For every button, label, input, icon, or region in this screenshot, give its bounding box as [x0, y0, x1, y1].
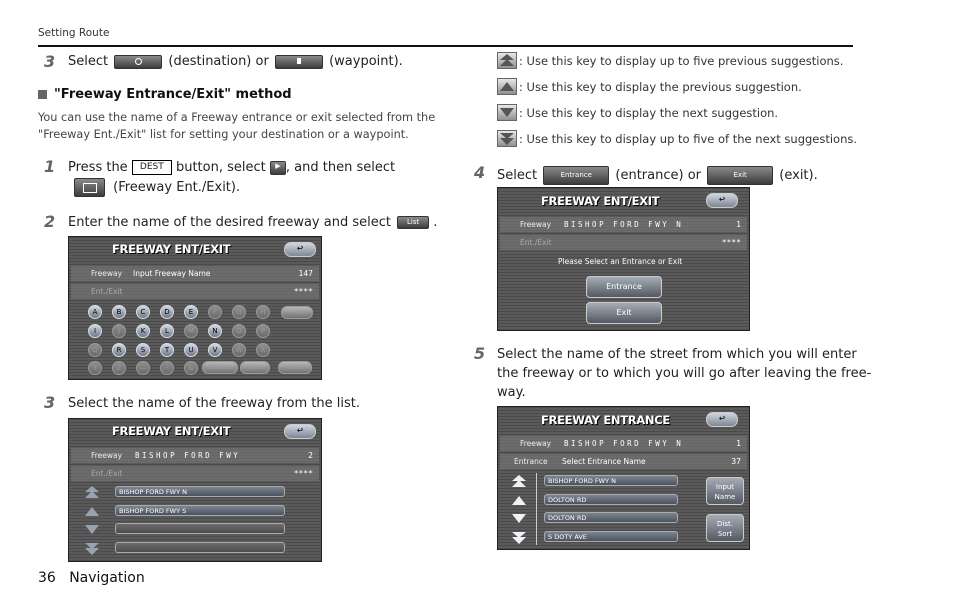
screen3-entrance-button[interactable]: Entrance — [586, 276, 662, 298]
screen3-title: FREEWAY ENT/EXIT — [541, 194, 660, 208]
step-5-line3: way. — [497, 385, 526, 400]
step-3b-text: Select the name of the freeway from the list. — [68, 396, 360, 411]
key-row4-0[interactable]: Y — [88, 361, 102, 375]
method-desc-line1: You can use the name of a Freeway entrance or exit selected from the — [38, 111, 436, 124]
dbl-up-arrow-icon[interactable] — [510, 474, 528, 489]
screen3-freeway-row: Freeway BISHOP FORD FWY N 1 — [500, 217, 747, 232]
key-g[interactable]: G — [232, 305, 246, 319]
key-backspace[interactable]: ◄ — [281, 306, 313, 319]
destination-button[interactable] — [114, 55, 162, 69]
screen1-back-button[interactable]: ↩ — [284, 242, 316, 257]
step-5-line2: the freeway or to which you will go after leaving the free- — [497, 366, 872, 381]
screen-entrance-exit — [497, 187, 750, 331]
screen4-dist-sort-button[interactable]: Dist. Sort — [706, 514, 744, 542]
step-4-text: Select Entrance (entrance) or Exit (exit). — [497, 168, 818, 183]
method-desc-line2: "Freeway Ent./Exit" list for setting your destination or a waypoint. — [38, 128, 409, 141]
screen-freeway-list — [68, 418, 322, 562]
up-key-icon — [497, 78, 517, 95]
key-r[interactable]: R — [112, 343, 126, 357]
key-t[interactable]: T — [160, 343, 174, 357]
key-q[interactable]: Q — [88, 343, 102, 357]
key-x[interactable]: X — [256, 343, 270, 357]
chapter-name: Navigation — [69, 570, 145, 586]
key-row4-3[interactable]: - — [160, 361, 174, 375]
step-3a-text: Select (destination) or (waypoint). — [68, 54, 403, 69]
key-n[interactable]: N — [208, 324, 222, 338]
dest-key-button[interactable]: DEST — [132, 160, 172, 175]
down-key-icon — [497, 104, 517, 121]
method-bullet-icon — [38, 90, 47, 99]
legend-text: : Use this key to display up to five of the next suggestions. — [519, 132, 858, 146]
screen4-input-name-button[interactable]: Input Name — [706, 477, 744, 505]
step-5-line1: Select the name of the street from which you will enter — [497, 347, 857, 362]
freeway-ent-exit-icon[interactable] — [74, 178, 105, 197]
legend-text: : Use this key to display the next suggestion. — [519, 106, 779, 120]
key-v[interactable]: V — [208, 343, 222, 357]
menu-next-icon[interactable]: ▶ — [270, 161, 286, 175]
method-title: "Freeway Entrance/Exit" method — [54, 87, 292, 102]
key-e[interactable]: E — [184, 305, 198, 319]
section-header: Setting Route — [38, 27, 110, 39]
down-arrow-icon[interactable] — [83, 522, 101, 537]
entrance-key-button[interactable]: Entrance — [543, 166, 609, 185]
dbl-up-key-icon — [497, 52, 517, 69]
screen3-prompt: Please Select an Entrance or Exit — [558, 257, 683, 266]
dbl-down-key-icon — [497, 130, 517, 147]
key-b[interactable]: B — [112, 305, 126, 319]
step-2-number: 2 — [44, 212, 56, 231]
key-l[interactable]: L — [160, 324, 174, 338]
list-item[interactable]: DOLTON RD — [544, 494, 678, 505]
dbl-down-arrow-icon[interactable] — [83, 541, 101, 556]
screen4-freeway-row: Freeway BISHOP FORD FWY N 1 — [500, 436, 747, 451]
list-item[interactable]: DOLTON RD — [544, 512, 678, 523]
screen1-title: FREEWAY ENT/EXIT — [112, 242, 231, 256]
screen1-freeway-row: Freeway Input Freeway Name 147 — [71, 266, 319, 281]
key-i[interactable]: I — [88, 324, 102, 338]
key-a[interactable]: A — [88, 305, 102, 319]
key-c[interactable]: C — [136, 305, 150, 319]
dbl-up-arrow-icon[interactable] — [83, 485, 101, 500]
step-1-text: Press the DEST button, select ▶ , and then select — [68, 160, 396, 175]
up-arrow-icon[interactable] — [83, 504, 101, 519]
down-arrow-icon[interactable] — [510, 511, 528, 526]
screen4-title: FREEWAY ENTRANCE — [541, 413, 670, 427]
key-f[interactable]: F — [208, 305, 222, 319]
screen4-divider — [536, 473, 537, 545]
key-u[interactable]: U — [184, 343, 198, 357]
screen2-back-button[interactable]: ↩ — [284, 424, 316, 439]
step-3b-number: 3 — [44, 393, 56, 412]
page-footer — [38, 570, 145, 586]
key-others[interactable]: Others — [202, 361, 238, 374]
key-sym[interactable]: Sym. — [240, 361, 270, 374]
list-item[interactable]: S DOTY AVE — [544, 531, 678, 542]
screen2-freeway-row: Freeway BISHOP FORD FWY 2 — [71, 448, 319, 463]
page-number: 36 — [38, 570, 56, 586]
screen-freeway-entrance — [497, 406, 750, 550]
screen3-entexit-row: Ent./Exit **** — [500, 235, 747, 250]
key-h[interactable]: H — [256, 305, 270, 319]
dbl-down-arrow-icon[interactable] — [510, 530, 528, 545]
key-j[interactable]: J — [112, 324, 126, 338]
step-4-number: 4 — [474, 163, 486, 182]
screen2-entexit-row: Ent./Exit **** — [71, 466, 319, 481]
key-m[interactable]: M — [184, 324, 198, 338]
screen3-back-button[interactable]: ↩ — [706, 193, 738, 208]
step-5-number: 5 — [474, 344, 486, 363]
key-o[interactable]: O — [232, 324, 246, 338]
up-arrow-icon[interactable] — [510, 493, 528, 508]
key-row4-2[interactable]: — — [136, 361, 150, 375]
header-rule — [38, 45, 853, 47]
key-s[interactable]: S — [136, 343, 150, 357]
legend-text: : Use this key to display the previous suggestion. — [519, 80, 802, 94]
screen4-back-button[interactable]: ↩ — [706, 412, 738, 427]
list-item[interactable] — [115, 523, 285, 534]
list-item[interactable]: BISHOP FORD FWY S — [115, 505, 285, 516]
step-1-number: 1 — [44, 157, 56, 176]
list-item[interactable]: BISHOP FORD FWY N — [115, 486, 285, 497]
exit-key-button[interactable]: Exit — [707, 166, 773, 185]
key-list[interactable]: List — [278, 361, 312, 374]
key-w[interactable]: W — [232, 343, 246, 357]
list-item[interactable]: BISHOP FORD FWY N — [544, 475, 678, 486]
key-row4-4[interactable]: & — [184, 361, 198, 375]
legend-text: : Use this key to display up to five previous suggestions. — [519, 54, 844, 68]
waypoint-button[interactable] — [275, 55, 323, 69]
key-p[interactable]: P — [256, 324, 270, 338]
screen4-entrance-row: Entrance Select Entrance Name 37 — [500, 454, 747, 469]
key-row4-1[interactable]: Z — [112, 361, 126, 375]
key-d[interactable]: D — [160, 305, 174, 319]
screen3-exit-button[interactable]: Exit — [586, 302, 662, 324]
screen1-entexit-row: Ent./Exit **** — [71, 284, 319, 299]
step-3a-number: 3 — [44, 52, 56, 71]
step-1-text-line2: (Freeway Ent./Exit). — [74, 178, 240, 197]
step-2-text: Enter the name of the desired freeway and select List . — [68, 215, 438, 230]
screen-freeway-input — [68, 236, 322, 380]
screen2-title: FREEWAY ENT/EXIT — [112, 424, 231, 438]
list-button[interactable]: List — [397, 216, 429, 229]
list-item[interactable] — [115, 542, 285, 553]
key-k[interactable]: K — [136, 324, 150, 338]
